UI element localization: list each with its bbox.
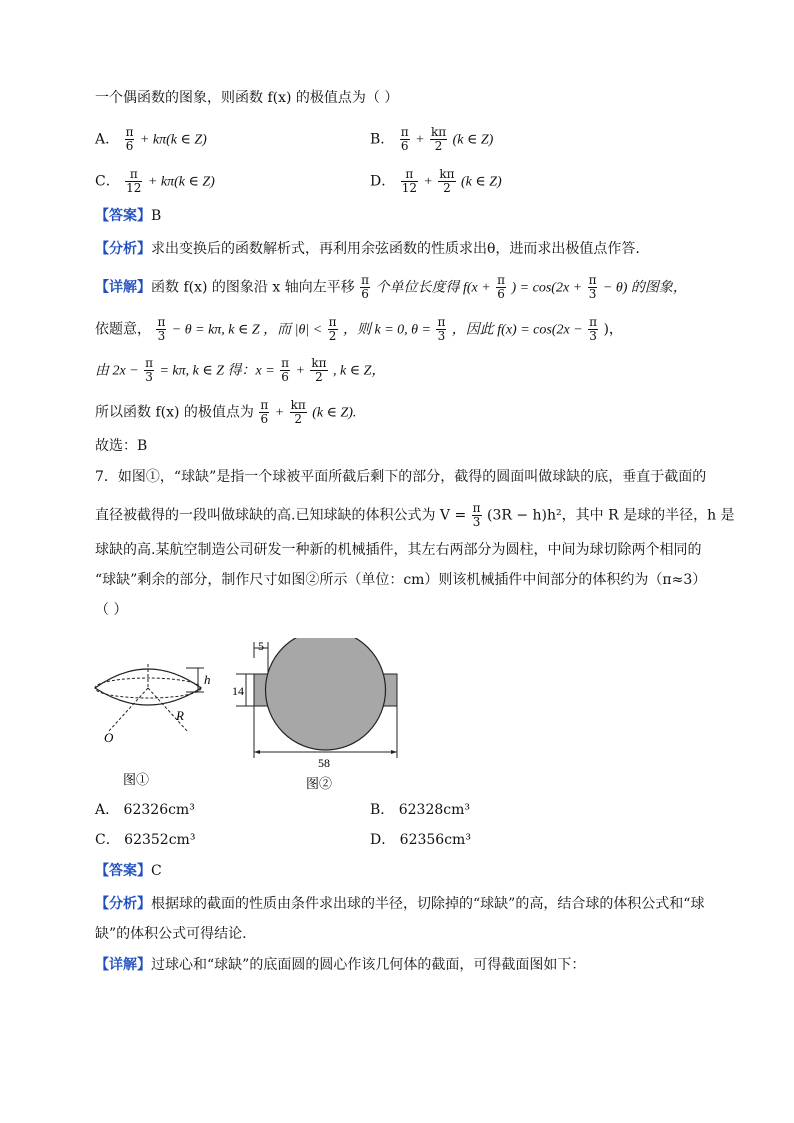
fraction: $\frac{\pi}{6}$ <box>400 125 409 153</box>
q7-analysis-2: 缺”的体积公式可得结论. <box>95 926 247 942</box>
label-14: 14 <box>232 684 244 698</box>
figure-2-mechanical-plug <box>228 638 413 793</box>
figure-2-caption: 图② <box>306 776 333 791</box>
q6-conclusion: 故选：B <box>95 438 148 454</box>
q6-detail-line-3: 由 2x − $\frac{\pi}{3}$ = kπ, k ∈ Z 得：x = $\frac{\pi}{6}$ + $\frac{k\pi}{2}$ , k ∈ Z， <box>95 356 386 384</box>
label-h: h <box>204 672 211 687</box>
label-o: O <box>104 730 114 745</box>
label-5: 5 <box>258 639 264 653</box>
q6-detail-line-2: 依题意， $\frac{\pi}{3}$ − θ = kπ, k ∈ Z ，而 |θ| < $\frac{\pi}{2}$ ，则 k = 0, θ = $\frac{\pi}{3}$ ，因此 f(x) = cos(2x − $\frac{\pi}{3}$ )， <box>95 315 623 343</box>
q7-line-2: 直径被截得的一段叫做球缺的高.已知球缺的体积公式为 V = $\frac{\pi}{3}$ (3R − h)h²，其中 R 是球的半径，h 是 <box>95 501 735 529</box>
q6-option-a[interactable]: A． $\frac{\pi}{6}$ + kπ(k ∈ Z) <box>95 125 207 153</box>
label-58: 58 <box>318 756 330 770</box>
q7-answer: 【答案】C <box>95 863 162 879</box>
fraction: $\frac{\pi}{6}$ <box>125 125 134 153</box>
q6-option-c[interactable]: C． $\frac{\pi}{12}$ + kπ(k ∈ Z) <box>95 167 215 195</box>
q7-option-c[interactable]: C． 62352cm³ <box>95 832 196 848</box>
figure-1-caption: 图① <box>123 772 150 787</box>
q6-stem: 一个偶函数的图象，则函数 f(x) 的极值点为（ ） <box>95 90 399 106</box>
figure-1-spherical-cap <box>90 650 220 790</box>
fraction: $\frac{\pi}{12}$ <box>126 167 142 195</box>
q6-detail-line-4: 所以函数 f(x) 的极值点为 $\frac{\pi}{6}$ + $\frac{k\pi}{2}$ (k ∈ Z). <box>95 398 357 426</box>
q7-line-4: “球缺”剩余的部分，制作尺寸如图②所示（单位：cm）则该机械插件中间部分的体积约为（π≈3） <box>95 572 707 588</box>
fraction: $\frac{k\pi}{2}$ <box>431 125 447 153</box>
q6-answer: 【答案】B <box>95 208 162 224</box>
label-r: R <box>176 708 184 723</box>
q7-option-a[interactable]: A． 62326cm³ <box>95 802 195 818</box>
q7-analysis-1: 【分析】根据球的截面的性质由条件求出球的半径，切除掉的“球缺”的高，结合球的体积公式和“球 <box>95 896 705 912</box>
q7-detail: 【详解】过球心和“球缺”的底面圆的圆心作该几何体的截面，可得截面图如下： <box>95 957 586 973</box>
q7-option-d[interactable]: D． 62356cm³ <box>370 832 471 848</box>
q6-detail-line-1: 【详解】函数 f(x) 的图象沿 x 轴向左平移 $\frac{\pi}{6}$ 个单位长度得 f(x + $\frac{\pi}{6}$ ) = cos(2x + $\frac{\pi}{3}$ − θ) 的图象， <box>95 273 687 301</box>
fraction: $\frac{\pi}{12}$ <box>401 167 417 195</box>
q7-line-5: （ ） <box>95 602 128 618</box>
q6-analysis: 【分析】求出变换后的函数解析式，再利用余弦函数的性质求出θ，进而求出极值点作答. <box>95 241 640 257</box>
q7-line-1: 7．如图①，“球缺”是指一个球被平面所截后剩下的部分，截得的圆面叫做球缺的底，垂直于截面的 <box>95 469 707 485</box>
q6-option-d[interactable]: D． $\frac{\pi}{12}$ + $\frac{k\pi}{2}$ (k ∈ Z) <box>370 167 502 195</box>
fraction: $\frac{k\pi}{2}$ <box>439 167 455 195</box>
q6-option-b[interactable]: B． $\frac{\pi}{6}$ + $\frac{k\pi}{2}$ (k ∈ Z) <box>370 125 494 153</box>
q7-option-b[interactable]: B． 62328cm³ <box>370 802 471 818</box>
q7-line-3: 球缺的高.某航空制造公司研发一种新的机械插件，其左右两部分为圆柱，中间为球切除两个相同的 <box>95 542 702 558</box>
